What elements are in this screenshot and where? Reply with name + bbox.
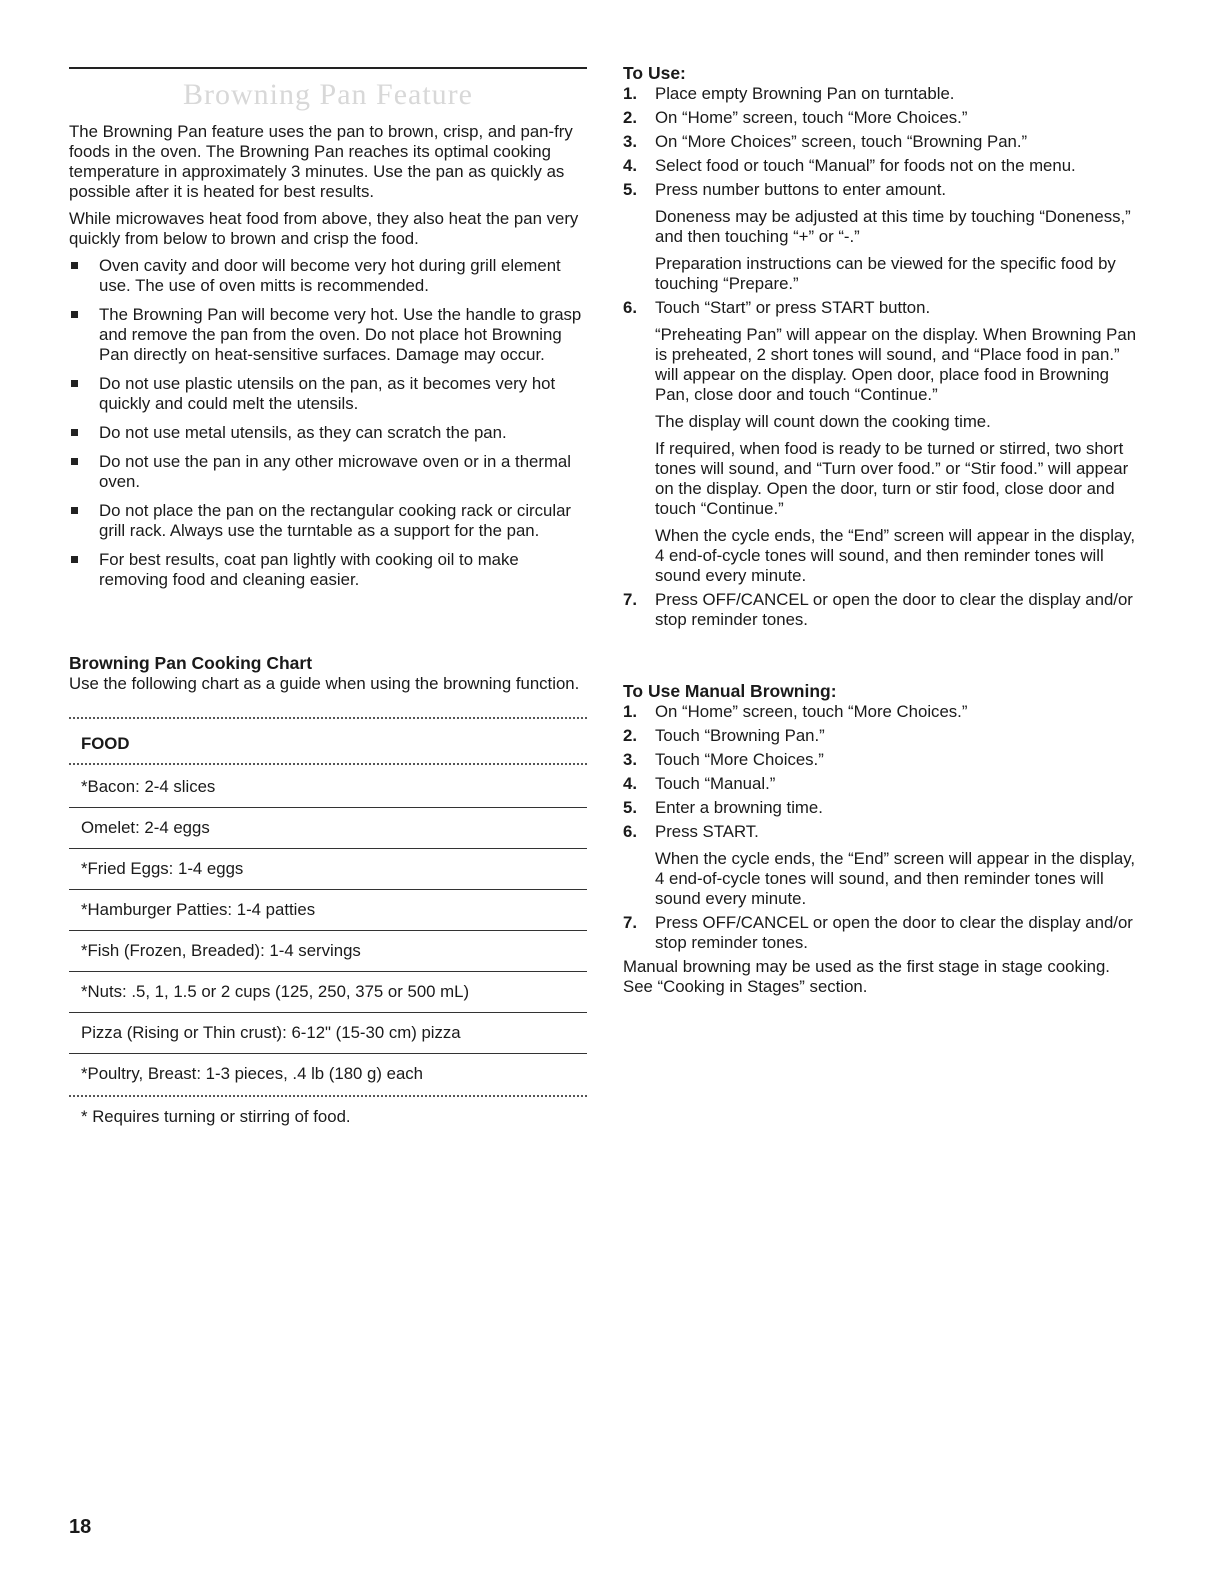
table-row: *Bacon: 2-4 slices [69, 767, 587, 808]
step-text: Touch “Manual.” [655, 774, 776, 793]
step-number: 5. [623, 180, 637, 199]
list-item: Do not use the pan in any other microwave oven or in a thermal oven. [69, 452, 587, 492]
list-item: Do not use metal utensils, as they can scratch the pan. [69, 423, 587, 443]
manual-closing: Manual browning may be used as the first stage in stage cooking. See “Cooking in Stages” section. [623, 957, 1110, 996]
table-row: *Fish (Frozen, Breaded): 1-4 servings [69, 931, 587, 972]
step-item [623, 822, 1143, 909]
step-number: 6. [623, 298, 637, 317]
step-detail: When the cycle ends, the “End” screen will appear in the display, 4 end-of-cycle tones will sound, and then reminder tones will sound every minute. [655, 849, 1136, 908]
step-item [623, 298, 1143, 586]
step-detail: “Preheating Pan” will appear on the display. When Browning Pan is preheated, 2 short tones will sound, and “Place food in pan.” will appear on the display. Open door, place food in Browning Pan, close door and touch “Continue.” [655, 325, 1137, 404]
step-text: On “Home” screen, touch “More Choices.” [655, 108, 968, 127]
step-item [623, 156, 1143, 176]
bullet-icon [71, 429, 78, 436]
step-text: Place empty Browning Pan on turntable. [655, 84, 955, 103]
list-item: Do not use plastic utensils on the pan, as it becomes very hot quickly and could melt the utensils. [69, 374, 587, 414]
step-text: Press START. [655, 822, 759, 841]
bullet-icon [71, 507, 78, 514]
to-use-steps [623, 84, 1143, 630]
chart-intro: Use the following chart as a guide when using the browning function. [69, 674, 580, 693]
step-item [623, 913, 1143, 953]
step-detail: When the cycle ends, the “End” screen will appear in the display, 4 end-of-cycle tones will sound, and then reminder tones will sound every minute. [655, 526, 1136, 585]
step-item [623, 180, 1143, 294]
step-item [623, 590, 1143, 630]
step-detail: The display will count down the cooking time. [655, 412, 991, 431]
list-item: The Browning Pan will become very hot. Use the handle to grasp and remove the pan from the oven. Do not place hot Browning Pan directly on heat-sensitive surfaces. Damage may occur. [69, 305, 587, 365]
chart-heading-section [69, 653, 587, 694]
intro-section [69, 122, 587, 599]
step-text: Touch “Browning Pan.” [655, 726, 825, 745]
page-number: 18 [69, 1516, 92, 1538]
warning-list [69, 256, 587, 590]
step-number: 5. [623, 798, 637, 817]
chart-heading: Browning Pan Cooking Chart [69, 653, 313, 673]
step-text: Press number buttons to enter amount. [655, 180, 947, 199]
column-header: FOOD [81, 734, 130, 753]
step-text: Press OFF/CANCEL or open the door to clear the display and/or stop reminder tones. [655, 590, 1133, 629]
step-item [623, 108, 1143, 128]
step-item [623, 84, 1143, 104]
table-row: *Hamburger Patties: 1-4 patties [69, 890, 587, 931]
step-item [623, 750, 1143, 770]
to-use-section [623, 63, 1143, 634]
step-text: On “Home” screen, touch “More Choices.” [655, 702, 968, 721]
bullet-icon [71, 556, 78, 563]
bullet-icon [71, 262, 78, 269]
list-item: Do not place the pan on the rectangular cooking rack or circular grill rack. Always use the turntable as a support for the pan. [69, 501, 587, 541]
step-item [623, 726, 1143, 746]
step-text: Select food or touch “Manual” for foods not on the menu. [655, 156, 1076, 175]
step-text: Touch “Start” or press START button. [655, 298, 931, 317]
manual-steps [623, 702, 1143, 953]
intro-paragraph: While microwaves heat food from above, they also heat the pan very quickly from below to brown and crisp the food. [69, 209, 579, 248]
manual-heading: To Use Manual Browning: [623, 681, 837, 701]
step-detail: Preparation instructions can be viewed for the specific food by touching “Prepare.” [655, 254, 1116, 293]
table-row: *Nuts: .5, 1, 1.5 or 2 cups (125, 250, 375 or 500 mL) [69, 972, 587, 1013]
step-number: 1. [623, 84, 637, 103]
intro-paragraph: The Browning Pan feature uses the pan to brown, crisp, and pan-fry foods in the oven. The Browning Pan reaches its optimal cooking temperature in approximately 3 minutes. Use the pan as quickly as possible after it is heated for best results. [69, 122, 573, 201]
step-number: 6. [623, 822, 637, 841]
step-text: Press OFF/CANCEL or open the door to clear the display and/or stop reminder tones. [655, 913, 1133, 952]
step-number: 7. [623, 590, 637, 609]
step-number: 3. [623, 132, 637, 151]
to-use-heading: To Use: [623, 63, 686, 83]
step-item [623, 774, 1143, 794]
step-detail: Doneness may be adjusted at this time by touching “Doneness,” and then touching “+” or “-.” [655, 207, 1131, 246]
step-number: 7. [623, 913, 637, 932]
step-number: 4. [623, 774, 637, 793]
step-text: Enter a browning time. [655, 798, 823, 817]
top-rule [69, 67, 587, 69]
step-item [623, 132, 1143, 152]
table-row: *Fried Eggs: 1-4 eggs [69, 849, 587, 890]
list-item: For best results, coat pan lightly with cooking oil to make removing food and cleaning easier. [69, 550, 587, 590]
bullet-icon [71, 380, 78, 387]
manual-browning-section [623, 681, 1143, 997]
chart-footnote: * Requires turning or stirring of food. [81, 1107, 351, 1126]
step-number: 1. [623, 702, 637, 721]
bullet-icon [71, 311, 78, 318]
table-row: *Poultry, Breast: 1-3 pieces, .4 lb (180 g) each [81, 1064, 424, 1083]
step-number: 4. [623, 156, 637, 175]
table-row: Omelet: 2-4 eggs [69, 808, 587, 849]
step-text: Touch “More Choices.” [655, 750, 824, 769]
table-row: Pizza (Rising or Thin crust): 6-12" (15-30 cm) pizza [69, 1013, 587, 1054]
step-item [623, 798, 1143, 818]
bullet-icon [71, 458, 78, 465]
step-detail: If required, when food is ready to be turned or stirred, two short tones will sound, and “Turn over food.” or “Stir food.” will appear on the display. Open the door, turn or stir food, close door and touch “Continue.” [655, 439, 1129, 518]
step-text: On “More Choices” screen, touch “Browning Pan.” [655, 132, 1028, 151]
list-item: Oven cavity and door will become very hot during grill element use. The use of oven mitts is recommended. [69, 256, 587, 296]
cooking-chart-table [69, 717, 587, 1127]
step-item [623, 702, 1143, 722]
step-number: 2. [623, 726, 637, 745]
page-title: Browning Pan Feature [183, 78, 473, 111]
step-number: 2. [623, 108, 637, 127]
step-number: 3. [623, 750, 637, 769]
